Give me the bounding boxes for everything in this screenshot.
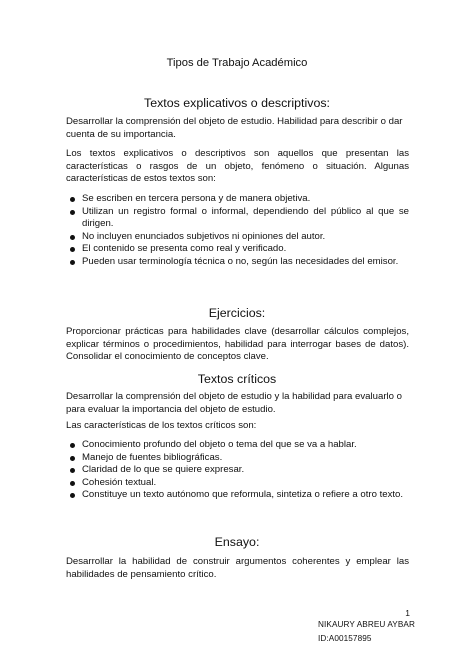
list-item: Claridad de lo que se quiere expresar.	[66, 464, 409, 477]
list-item: Constituye un texto autónomo que reformula, sintetiza o refiere a otro texto.	[66, 489, 409, 502]
section3-lead: Las características de los textos críticos son:	[66, 420, 257, 431]
bullet-icon	[70, 247, 75, 252]
section1-intro: Desarrollar la comprensión del objeto de estudio. Habilidad para describir o dar cuenta de su importancia.	[66, 116, 403, 140]
list-item: El contenido se presenta como real y verificado.	[66, 243, 409, 256]
list-item: Se escriben en tercera persona y de manera objetiva.	[66, 193, 409, 206]
list-item: No incluyen enunciados subjetivos ni opiniones del autor.	[66, 231, 409, 244]
list-item: Cohesión textual.	[66, 477, 409, 490]
section4-body: Desarrollar la habilidad de construir argumentos coherentes y emplear las habilidades de pensamiento crítico.	[66, 556, 409, 580]
section-heading-ejercicios: Ejercicios:	[208, 306, 266, 320]
bullet-icon	[70, 210, 75, 215]
bullet-icon	[70, 235, 75, 240]
list-item: Utilizan un registro formal o informal, dependiendo del público al que se dirigen.	[66, 206, 409, 231]
author-name: NIKAURY ABREU AYBAR	[318, 620, 416, 629]
section3-bullet-list	[66, 439, 409, 502]
bullet-icon	[70, 456, 75, 461]
bullet-icon	[70, 197, 75, 202]
section3-intro: Desarrollar la comprensión del objeto de estudio y la habilidad para evaluarlo o para evaluar la importancia del objeto de estudio.	[66, 391, 402, 415]
bullet-icon	[70, 468, 75, 473]
section-heading-criticos: Textos críticos	[197, 372, 277, 386]
section2-body: Proporcionar prácticas para habilidades clave (desarrollar cálculos complejos, explicar términos o procedimientos, habilidad para interrogar bases de datos). Consolidar el conocimiento de conceptos clave.	[66, 326, 409, 363]
bullet-icon	[70, 493, 75, 498]
list-item: Pueden usar terminología técnica o no, según las necesidades del emisor.	[66, 256, 409, 269]
section1-body: Los textos explicativos o descriptivos son aquellos que presentan las características o rasgos de un objeto, fenómeno o situación. Algunas características de estos textos son:	[66, 148, 409, 185]
bullet-icon	[70, 260, 75, 265]
list-item: Manejo de fuentes bibliográficas.	[66, 452, 409, 465]
bullet-icon	[70, 443, 75, 448]
bullet-icon	[70, 481, 75, 486]
document-title: Tipos de Trabajo Académico	[166, 57, 308, 69]
section-heading-ensayo: Ensayo:	[214, 535, 260, 549]
list-item: Conocimiento profundo del objeto o tema del que se va a hablar.	[66, 439, 409, 452]
section-heading-explicativos: Textos explicativos o descriptivos:	[144, 96, 330, 110]
author-id: ID:A00157895	[318, 634, 372, 643]
page-number: 1	[405, 608, 410, 618]
section1-bullet-list	[66, 193, 409, 269]
